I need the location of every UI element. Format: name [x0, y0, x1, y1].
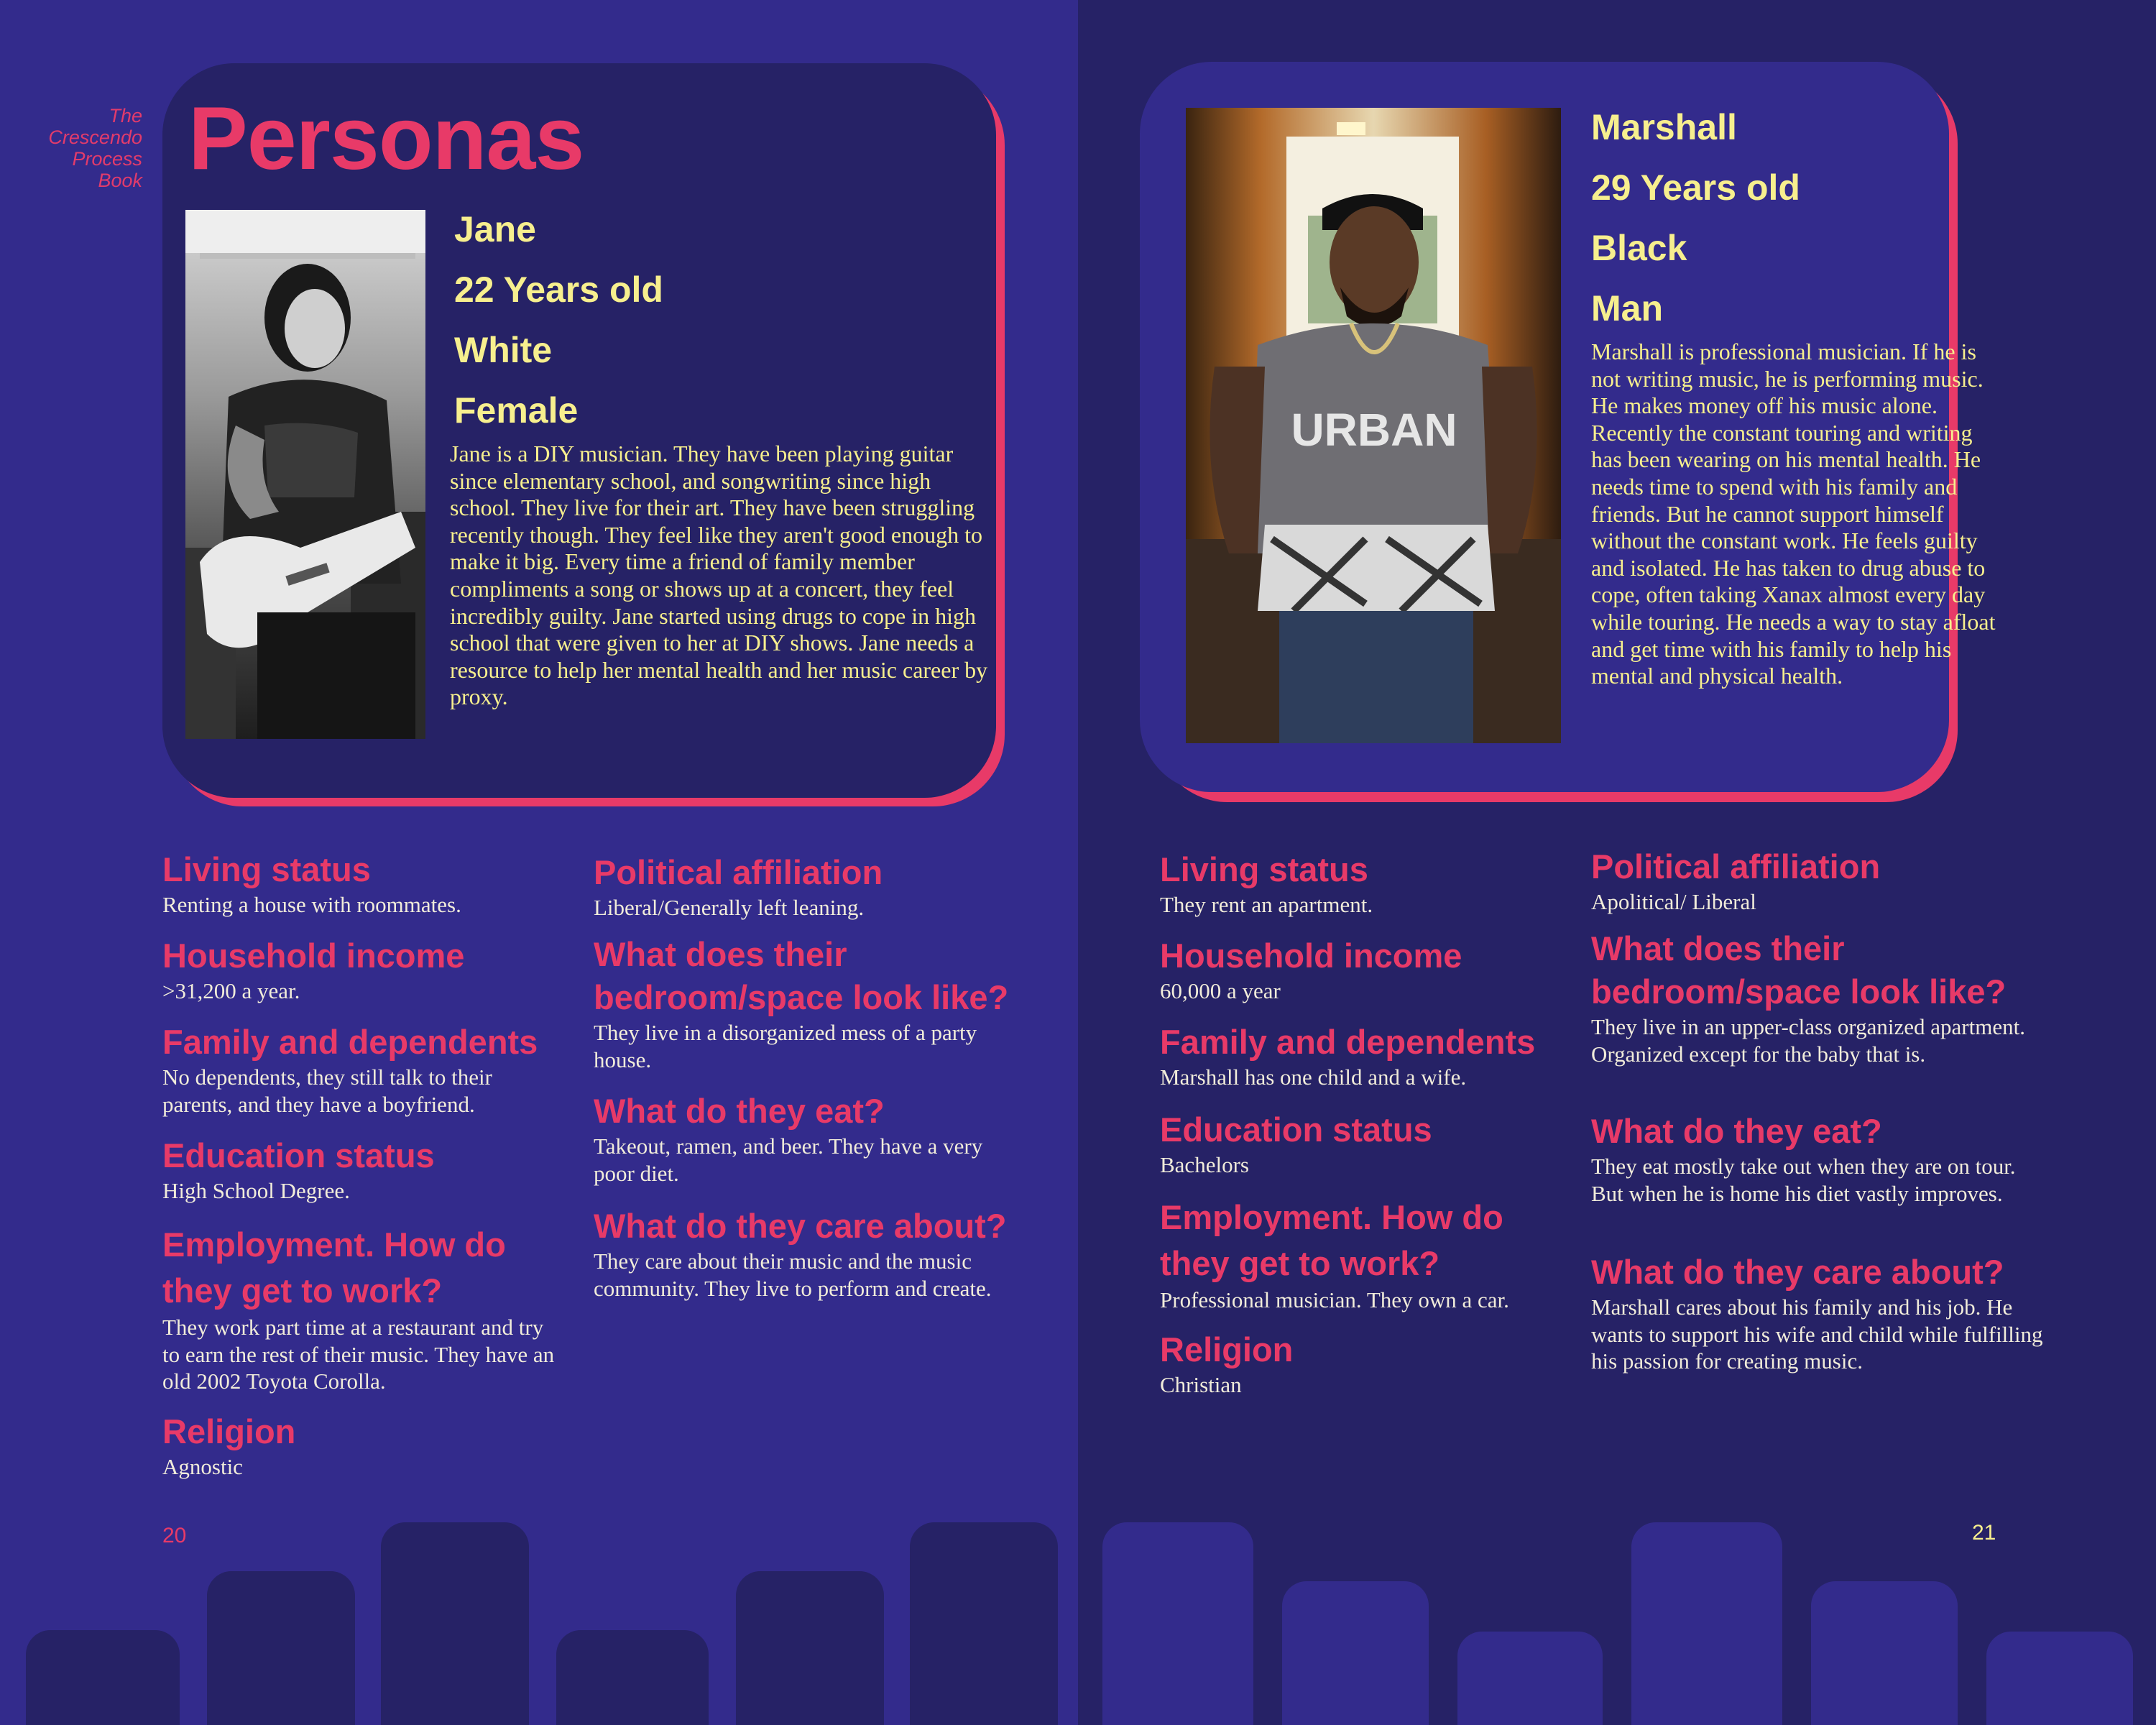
page-number: 20 — [162, 1524, 187, 1547]
decorative-bar — [1102, 1522, 1253, 1725]
persona-age: 29 Years old — [1591, 167, 1800, 208]
page-title: Personas — [188, 89, 584, 188]
field-education-status: Education status High School Degree. — [162, 1136, 435, 1203]
decorative-bar — [1282, 1581, 1429, 1725]
decorative-bar — [556, 1630, 709, 1725]
decorative-bar — [910, 1522, 1058, 1725]
field-religion: Religion Christian — [1160, 1330, 1294, 1397]
persona-race: Black — [1591, 228, 1687, 268]
right-page — [1078, 0, 2156, 1725]
persona-name: Marshall — [1591, 107, 1737, 147]
field-political-affiliation: Political affiliation Liberal/Generally left leaning. — [594, 853, 883, 920]
field-employment: Employment. How do they get to work? Professional musician. They own a car. — [1160, 1198, 1509, 1312]
field-living-status: Living status Renting a house with roommates. — [162, 850, 461, 917]
field-household-income: Household income >31,200 a year. — [162, 937, 465, 1003]
book-label: The Crescendo Process Book — [48, 105, 142, 191]
field-care-about: What do they care about? Marshall cares about his family and his job. He wants to support his wife and child while fulfilling his passion for creating music. — [1591, 1253, 2043, 1374]
page-number: 21 — [1972, 1521, 1996, 1545]
persona-gender: Female — [454, 390, 579, 431]
decorative-bar — [736, 1571, 884, 1725]
field-diet: What do they eat? Takeout, ramen, and beer. They have a very poor diet. — [594, 1092, 983, 1186]
field-employment: Employment. How do they get to work? They work part time at a restaurant and try to earn the rest of their music. They have an old 2002 Toyota Corolla. — [162, 1225, 555, 1394]
decorative-bar — [1631, 1522, 1782, 1725]
field-care-about: What do they care about? They care about their music and the music community. They live to perform and create. — [594, 1207, 1007, 1301]
field-bedroom-space: What does their bedroom/space look like? They live in an upper-class organized apartment. Organized except for the baby that is. — [1591, 929, 2025, 1067]
field-bedroom-space: What does their bedroom/space look like? They live in a disorganized mess of a party house. — [594, 935, 1009, 1072]
decorative-bar — [1986, 1632, 2133, 1725]
persona-photo-marshall — [1186, 108, 1561, 743]
persona-bio: Marshall is professional musician. If he is not writing music, he is performing music. He makes money off his music alone. Recently the constant touring and writing has been wearing on his mental health. He needs time to spend with his family and friends. But he cannot support himself without the constant work. He feels guilty and isolated. He has taken to drug abuse to cope, often taking Xanax almost every day while touring. He needs a way to stay afloat and get time with his family to help his mental and physical health. — [1591, 339, 1996, 689]
shirt-text: URBAN — [1291, 404, 1457, 456]
persona-name: Jane — [454, 209, 536, 249]
persona-age: 22 Years old — [454, 270, 663, 310]
decorative-bar — [207, 1571, 355, 1725]
field-education-status: Education status Bachelors — [1160, 1110, 1432, 1177]
decorative-bar — [381, 1522, 529, 1725]
field-living-status: Living status They rent an apartment. — [1160, 850, 1373, 917]
field-religion: Religion Agnostic — [162, 1412, 296, 1479]
decorative-bar — [1811, 1581, 1958, 1725]
persona-race: White — [454, 330, 553, 370]
persona-bio: Jane is a DIY musician. They have been playing guitar since elementary school, and songwriting since high school. They live for their art. They have been struggling recently though. They feel like they aren't good enough to make it big. Every time a friend of family member compliments a song or shows up at a concert, they feel incredibly guilty. Jane started using drugs to cope in high school that were given to her at DIY shows. Jane needs a resource to help her mental health and her music career by proxy. — [450, 441, 988, 710]
field-political-affiliation: Political affiliation Apolitical/ Liberal — [1591, 847, 1881, 914]
field-family-dependents: Family and dependents Marshall has one child and a wife. — [1160, 1023, 1536, 1090]
decorative-bar — [26, 1630, 180, 1725]
decorative-bar — [1457, 1632, 1603, 1725]
field-household-income: Household income 60,000 a year — [1160, 937, 1462, 1003]
persona-photo-jane — [185, 210, 425, 739]
persona-gender: Man — [1591, 288, 1663, 328]
field-family-dependents: Family and dependents No dependents, they still talk to their parents, and they have a boyfriend. — [162, 1023, 538, 1117]
field-diet: What do they eat? They eat mostly take out when they are on tour. But when he is home his diet vastly improves. — [1591, 1112, 2016, 1206]
